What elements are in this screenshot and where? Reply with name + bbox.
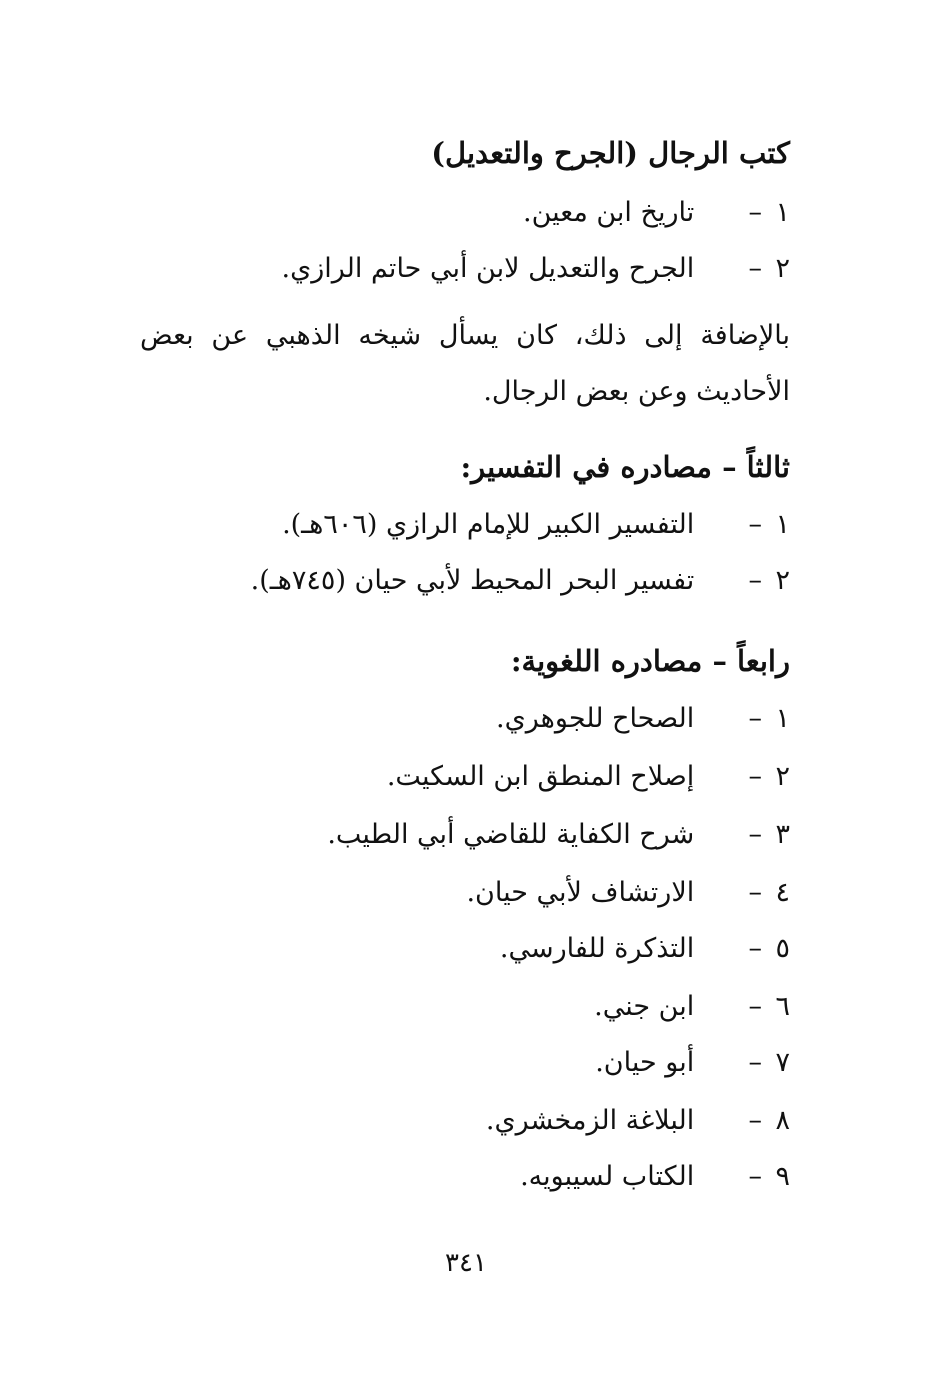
list-item xyxy=(282,508,790,542)
item-number: ٣ xyxy=(775,819,790,850)
list-item xyxy=(486,1104,790,1138)
list-item xyxy=(595,1046,790,1080)
item-dash: – xyxy=(748,1161,762,1192)
list-item xyxy=(466,876,790,910)
item-dash: – xyxy=(748,933,762,964)
item-dash: – xyxy=(748,197,762,228)
item-text: الارتشاف لأبي حيان. xyxy=(466,877,695,908)
item-number: ٧ xyxy=(775,1047,790,1078)
heading-lugha: رابعاً – مصادره اللغوية: xyxy=(510,644,790,678)
item-text: الكتاب لسيبويه. xyxy=(520,1161,695,1192)
item-dash: – xyxy=(748,761,762,792)
list-item xyxy=(520,1160,790,1194)
item-number: ٢ xyxy=(775,253,790,284)
item-dash: – xyxy=(748,991,762,1022)
item-number: ٤ xyxy=(775,877,790,908)
item-text: ابن جني. xyxy=(594,991,695,1022)
list-item xyxy=(387,760,790,794)
item-dash: – xyxy=(748,703,762,734)
item-dash: – xyxy=(748,877,762,908)
list-item xyxy=(594,990,790,1024)
item-dash: – xyxy=(748,1047,762,1078)
item-dash: – xyxy=(748,819,762,850)
item-number: ١ xyxy=(775,703,790,734)
item-number: ٨ xyxy=(775,1105,790,1136)
item-dash: – xyxy=(748,509,762,540)
item-number: ٩ xyxy=(775,1161,790,1192)
item-text: التذكرة للفارسي. xyxy=(499,933,695,964)
list-item xyxy=(500,932,790,966)
item-text: إصلاح المنطق ابن السكيت. xyxy=(386,761,695,792)
item-text: البلاغة الزمخشري. xyxy=(485,1105,695,1136)
item-number: ٢ xyxy=(775,761,790,792)
item-number: ١ xyxy=(775,197,790,228)
item-number: ١ xyxy=(775,509,790,540)
item-text: التفسير الكبير للإمام الرازي (٦٠٦هـ). xyxy=(282,509,695,540)
heading-rijal: كتب الرجال (الجرح والتعديل) xyxy=(431,136,790,170)
item-number: ٢ xyxy=(775,565,790,596)
list-item xyxy=(327,818,790,852)
page-number: ٣٤١ xyxy=(445,1248,487,1278)
item-number: ٦ xyxy=(775,991,790,1022)
item-text: الجرح والتعديل لابن أبي حاتم الرازي. xyxy=(281,253,695,284)
item-number: ٥ xyxy=(775,933,790,964)
item-dash: – xyxy=(748,253,762,284)
list-item xyxy=(523,196,790,230)
item-text: أبو حيان. xyxy=(595,1047,695,1078)
item-text: تفسير البحر المحيط لأبي حيان (٧٤٥هـ). xyxy=(250,565,695,596)
body-paragraph: بالإضافة إلى ذلك، كان يسأل شيخه الذهبي عن بعض الأحاديث وعن بعض الرجال. xyxy=(140,320,790,407)
item-text: شرح الكفاية للقاضي أبي الطيب. xyxy=(327,819,695,850)
item-dash: – xyxy=(748,565,762,596)
list-item xyxy=(496,702,790,736)
list-item xyxy=(282,252,791,286)
list-item xyxy=(251,564,790,598)
item-text: الصحاح للجوهري. xyxy=(496,703,695,734)
item-text: تاريخ ابن معين. xyxy=(523,197,695,228)
item-dash: – xyxy=(748,1105,762,1136)
heading-tafsir: ثالثاً – مصادره في التفسير: xyxy=(460,450,790,484)
